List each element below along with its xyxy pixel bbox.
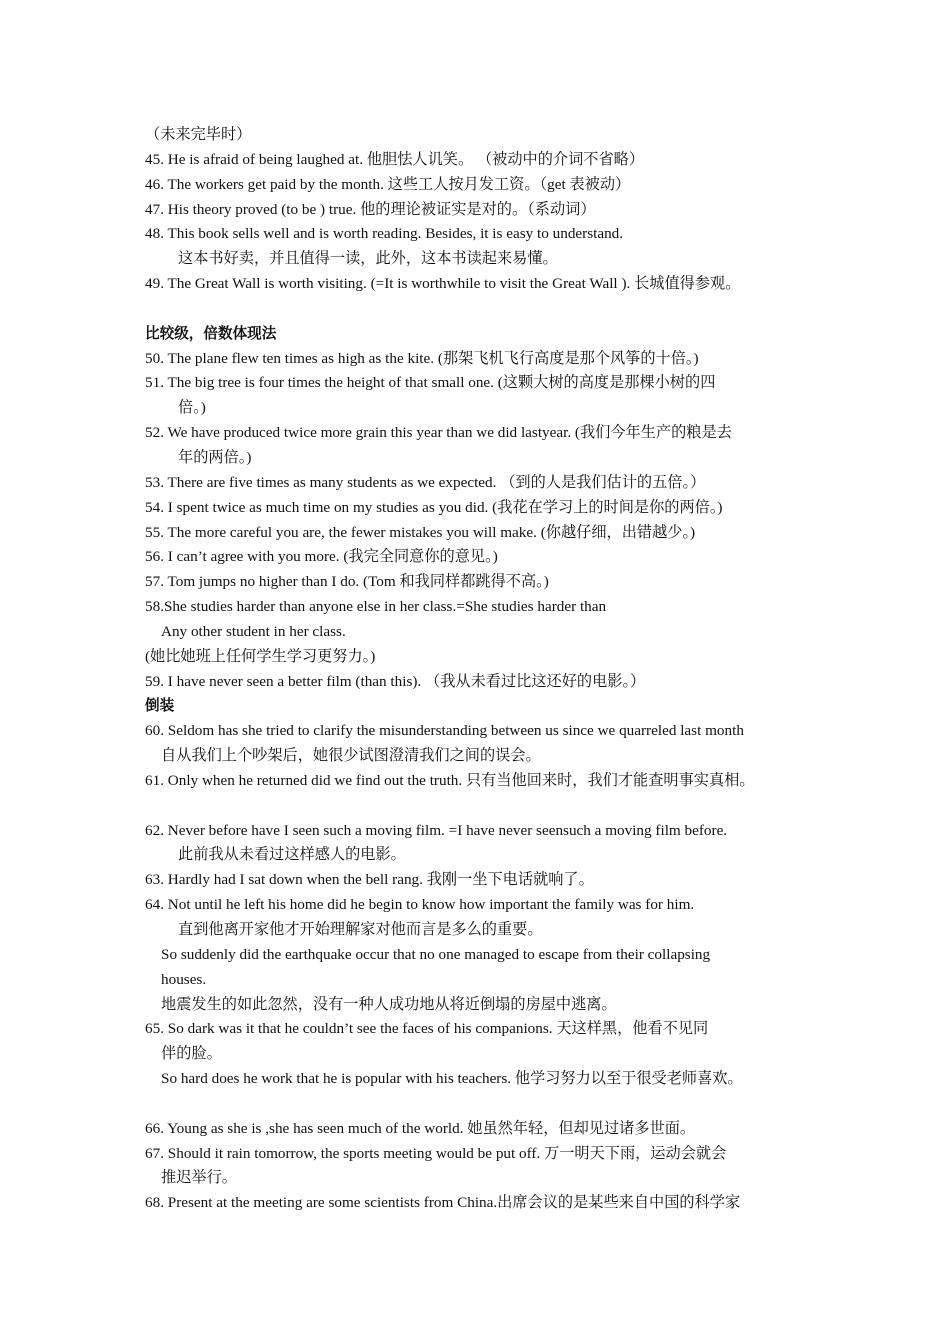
text-line: 59. I have never seen a better film (than this). （我从未看过比这还好的电影。） — [145, 672, 646, 690]
text-line: 49. The Great Wall is worth visiting. (=It is worthwhile to visit the Great Wall ). 长城值得参观。 — [145, 275, 741, 293]
text-line: 47. His theory proved (to be ) true. 他的理论被证实是对的。（系动词） — [145, 200, 596, 218]
section-heading: 比较级，倍数体现法 — [145, 324, 277, 342]
text-line: 66. Young as she is ,she has seen much of the world. 她虽然年轻，但却见过诸多世面。 — [145, 1119, 696, 1137]
blank-line — [145, 794, 835, 819]
text-line: 60. Seldom has she tried to clarify the misunderstanding between us since we quarreled last month — [145, 722, 744, 740]
text-line: 伴的脸。 — [161, 1045, 222, 1063]
text-line: 这本书好卖，并且值得一读，此外，这本书读起来易懂。 — [178, 250, 558, 268]
text-line: 64. Not until he left his home did he begin to know how important the family was for him. — [145, 896, 695, 914]
text-line: 推迟举行。 — [161, 1169, 237, 1187]
text-line: 48. This book sells well and is worth reading. Besides, it is easy to understand. — [145, 225, 624, 243]
section-heading: 倒装 — [145, 697, 175, 715]
text-line: 45. He is afraid of being laughed at. 他胆怯人讥笑。 （被动中的介词不省略） — [145, 150, 645, 168]
document-page — [145, 123, 835, 1216]
text-line: 52. We have produced twice more grain this year than we did lastyear. (我们今年生产的粮是去 — [145, 424, 732, 442]
text-line: 自从我们上个吵架后，她很少试图澄清我们之间的误会。 — [161, 747, 541, 765]
text-line: 57. Tom jumps no higher than I do. (Tom 和我同样都跳得不高。) — [145, 573, 549, 591]
text-line: (她比她班上任何学生学习更努力。) — [145, 647, 376, 665]
text-line: （未来完毕时） — [145, 126, 252, 143]
text-line: 58.She studies harder than anyone else in her class.=She studies harder than — [145, 598, 607, 616]
text-line: So suddenly did the earthquake occur that no one managed to escape from their collapsing — [161, 945, 711, 963]
text-line: 51. The big tree is four times the height of that small one. (这颗大树的高度是那棵小树的四 — [145, 374, 716, 392]
text-line: 地震发生的如此忽然，没有一种人成功地从将近倒塌的房屋中逃离。 — [161, 995, 617, 1013]
blank-line — [145, 1092, 835, 1117]
text-line: 65. So dark was it that he couldn’t see the faces of his companions. 天这样黑，他看不见同 — [145, 1020, 709, 1038]
text-line: 倍。) — [178, 399, 206, 417]
text-line: 56. I can’t agree with you more. (我完全同意你的意见。) — [145, 548, 498, 566]
text-line: 53. There are five times as many students as we expected. （到的人是我们估计的五倍。） — [145, 473, 706, 491]
text-line: 50. The plane flew ten times as high as the kite. (那架飞机飞行高度是那个风筝的十倍。) — [145, 349, 699, 367]
text-line: 54. I spent twice as much time on my studies as you did. (我花在学习上的时间是你的两倍。) — [145, 498, 723, 516]
text-line: 此前我从未看过这样感人的电影。 — [178, 846, 406, 864]
text-line: 直到他离开家他才开始理解家对他而言是多么的重要。 — [178, 921, 543, 938]
text-line: 61. Only when he returned did we find out the truth. 只有当他回来时，我们才能查明事实真相。 — [145, 771, 755, 789]
text-line: 55. The more careful you are, the fewer mistakes you will make. (你越仔细，出错越少。) — [145, 523, 696, 541]
text-line: houses. — [161, 970, 207, 988]
text-line: 62. Never before have I seen such a moving film. =I have never seensuch a moving film before. — [145, 821, 728, 839]
text-line: 46. The workers get paid by the month. 这些工人按月发工资。（get 表被动） — [145, 175, 631, 193]
text-line: Any other student in her class. — [161, 622, 346, 640]
blank-line — [145, 297, 835, 322]
text-line: 68. Present at the meeting are some scientists from China.出席会议的是某些来自中国的科学家 — [145, 1194, 741, 1212]
text-line: So hard does he work that he is popular with his teachers. 他学习努力以至于很受老师喜欢。 — [161, 1070, 743, 1088]
text-line: 63. Hardly had I sat down when the bell rang. 我刚一坐下电话就响了。 — [145, 871, 594, 889]
text-line: 年的两倍。) — [178, 448, 252, 466]
text-line: 67. Should it rain tomorrow, the sports meeting would be put off. 万一明天下雨，运动会就会 — [145, 1144, 727, 1162]
